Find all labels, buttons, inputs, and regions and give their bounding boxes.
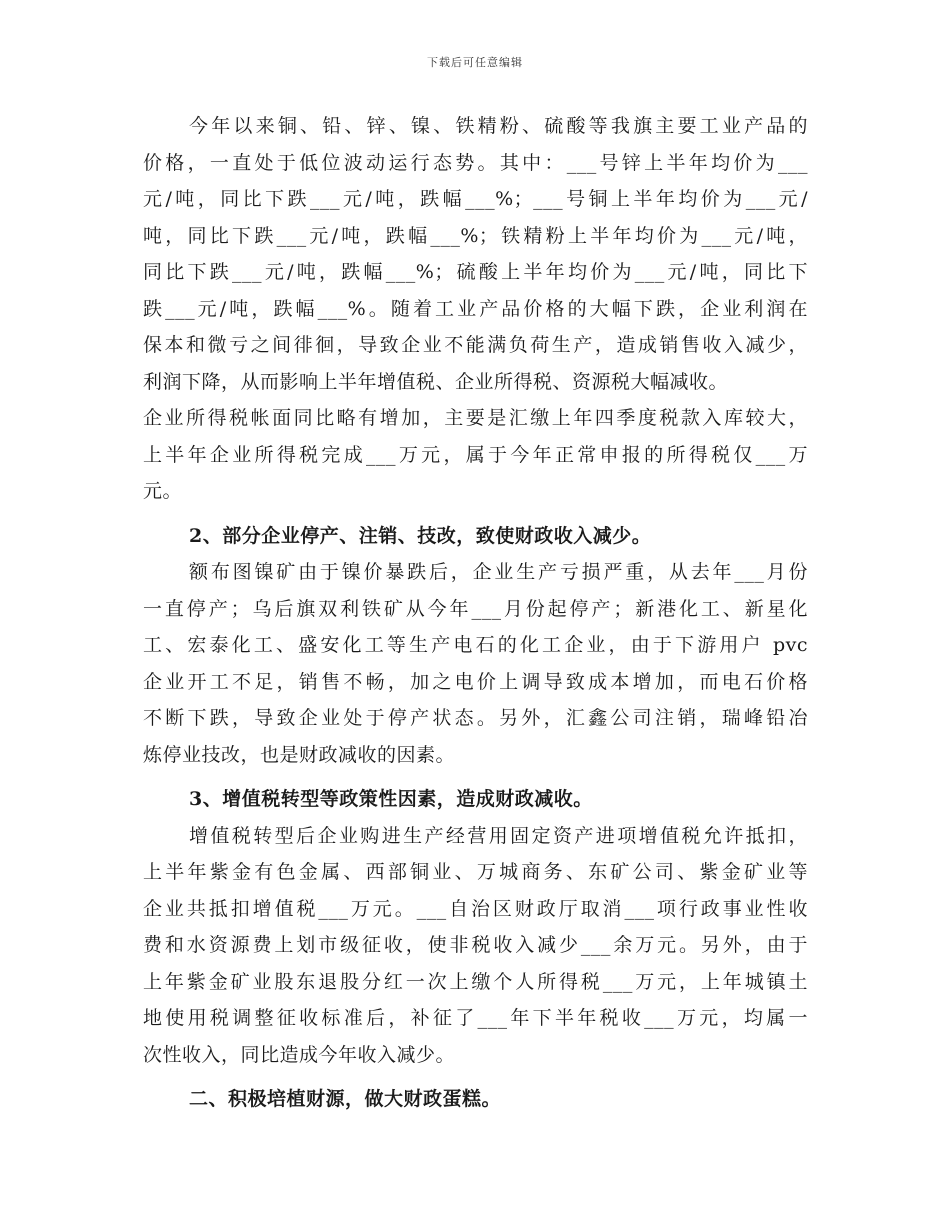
text-line: 元/吨，同比下跌___元/吨，跌幅___%；___号铜上半年均价为___元/ [143,188,808,210]
text-line: 上年紫金矿业股东退股分红一次上缴个人所得税___万元，上年城镇土 [143,970,808,993]
page-header: 下载后可任意编辑 [427,56,523,69]
text-line: 次性收入，同比造成今年收入减少。 [143,1043,456,1066]
text-line: 地使用税调整征收标准后，补征了___年下半年税收___万元，均属一 [143,1007,808,1029]
section-heading-4: 二、积极培植财源，做大财政蛋糕。 [189,1088,502,1110]
text-line: 利润下降，从而影响上半年增值税、企业所得税、资源税大幅减收。 [143,370,729,393]
paragraph-vat-policy [143,818,808,1074]
section-heading-3: 3、增值税转型等政策性因素，造成财政减收。 [189,788,593,810]
section-heading-2: 2、部分企业停产、注销、技改，致使财政收入减少。 [189,524,652,547]
paragraph-enterprise-shutdown [143,554,808,773]
text-line: 增值税转型后企业购进生产经营用固定资产进项增值税允许抵扣， [189,824,808,847]
text-line: 元。 [143,480,183,502]
text-line: 一直停产；乌后旗双利铁矿从今年___月份起停产；新港化工、新星化 [143,597,808,620]
text-line: 同比下跌___元/吨，跌幅___%；硫酸上半年均价为___元/吨，同比下 [143,261,808,283]
text-line: 不断下跌，导致企业处于停产状态。另外，汇鑫公司注销，瑞峰铅冶 [143,707,808,729]
paragraph-price-decline [143,108,808,510]
text-line: 上半年紫金有色金属、西部铜业、万城商务、东矿公司、紫金矿业等 [143,861,808,883]
text-line: 企业共抵扣增值税___万元。___自治区财政厅取消___项行政事业性收 [143,897,808,920]
text-line: 炼停业技改，也是财政减收的因素。 [143,743,456,766]
text-line: 价格，一直处于低位波动运行态势。其中：___号锌上半年均价为___ [143,151,808,174]
text-line: 跌___元/吨，跌幅___%。随着工业产品价格的大幅下跌，企业利润在 [143,297,808,320]
text-line: 保本和微亏之间徘徊，导致企业不能满负荷生产，造成销售收入减少， [143,334,808,356]
text-line: 今年以来铜、铅、锌、镍、铁精粉、硫酸等我旗主要工业产品的 [189,115,808,137]
document-body [143,108,808,1118]
text-line: 额布图镍矿由于镍价暴跌后，企业生产亏损严重，从去年___月份 [189,561,808,583]
text-line: 费和水资源费上划市级征收，使非税收入减少___余万元。另外，由于 [143,934,808,956]
text-line: 上半年企业所得税完成___万元，属于今年正常申报的所得税仅___万 [143,443,808,466]
text-line: 企业开工不足，销售不畅，加之电价上调导致成本增加，而电石价格 [143,670,808,693]
text-line: 吨，同比下跌___元/吨，跌幅___%；铁精粉上半年均价为___元/吨， [143,224,808,247]
text-line: 工、宏泰化工、盛安化工等生产电石的化工企业，由于下游用户 pvc [143,634,808,656]
text-line: 企业所得税帐面同比略有增加，主要是汇缴上年四季度税款入库较大， [143,407,808,429]
